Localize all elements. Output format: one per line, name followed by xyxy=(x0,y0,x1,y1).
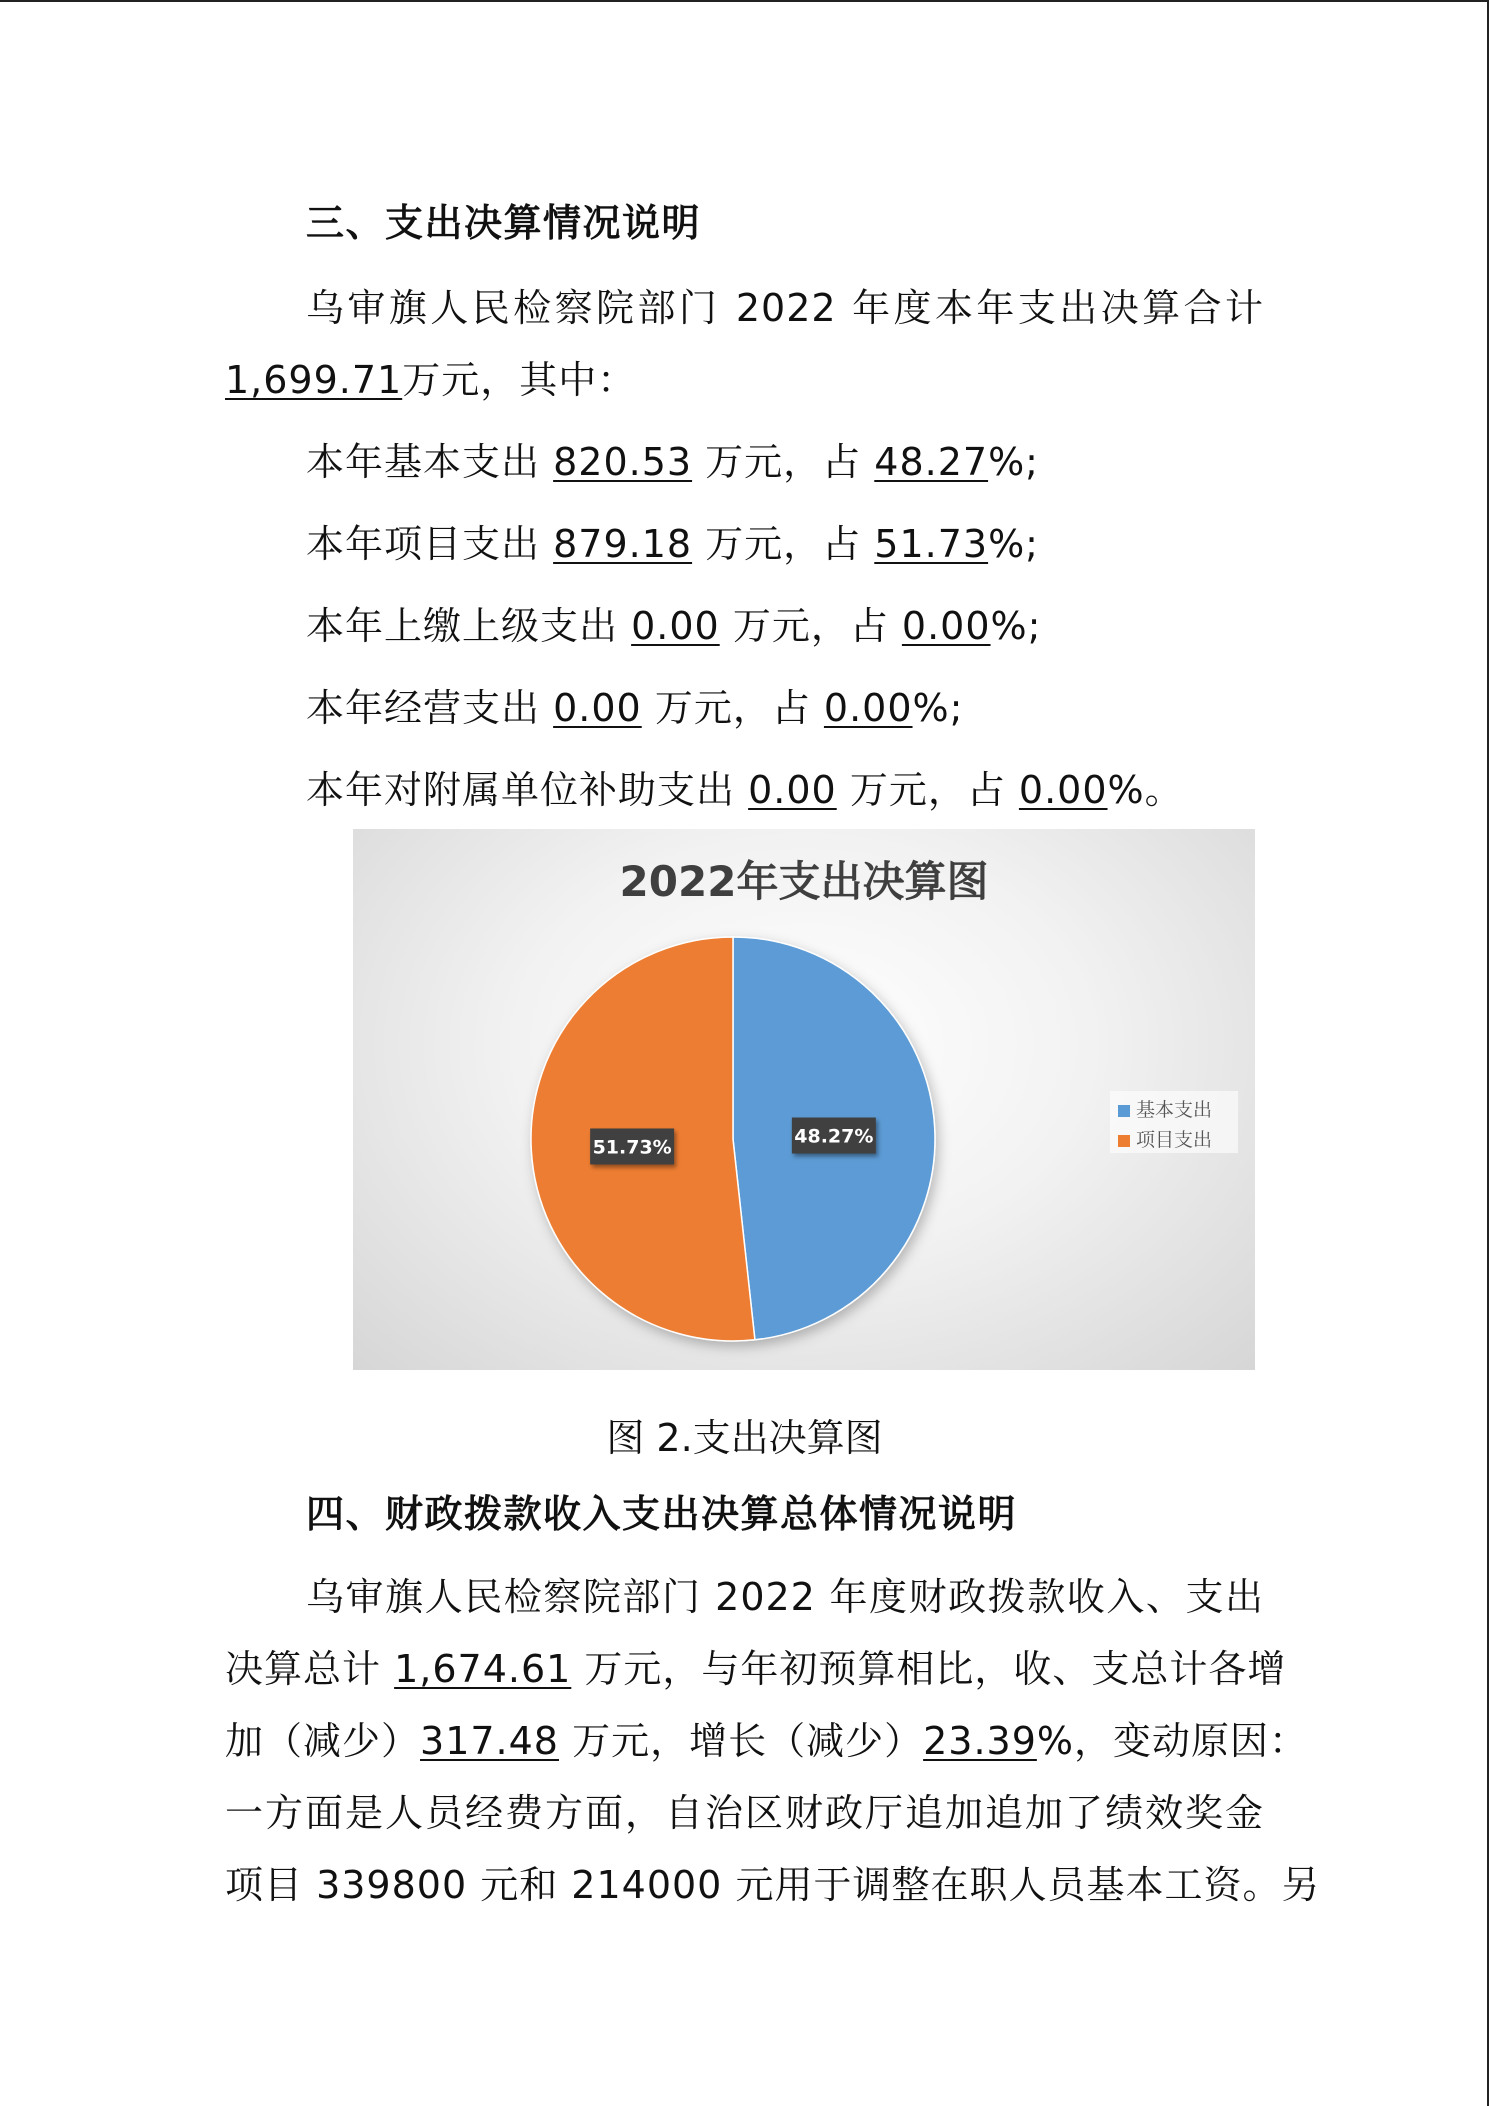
expense-item-basic xyxy=(306,437,1039,487)
item-pct: 0.00 xyxy=(901,604,991,648)
item-pct: 51.73 xyxy=(874,522,989,566)
item-label: 本年对附属单位补助支出 xyxy=(306,768,736,812)
item-label: 本年上缴上级支出 xyxy=(306,604,619,648)
item-end: %; xyxy=(988,440,1039,484)
item-end: %。 xyxy=(1107,768,1184,812)
section4-line2 xyxy=(225,1644,1287,1694)
pie-data-label xyxy=(792,1118,876,1154)
item-label: 本年经营支出 xyxy=(306,686,541,730)
expense-item-project xyxy=(306,519,1039,569)
item-amount: 879.18 xyxy=(553,522,693,566)
legend-item xyxy=(1118,1125,1212,1152)
legend-item xyxy=(1118,1095,1212,1122)
item-label: 本年基本支出 xyxy=(306,440,541,484)
legend-swatch xyxy=(1118,1135,1130,1147)
item-label: 本年项目支出 xyxy=(306,522,541,566)
item-amount: 0.00 xyxy=(553,686,642,730)
fiscal-total: 1,674.61 xyxy=(394,1647,572,1691)
pie-chart xyxy=(353,829,1255,1370)
data-label-text: 51.73% xyxy=(592,1136,672,1159)
section4-line4: 一方面是人员经费方面，自治区财政厅追加追加了绩效奖金 xyxy=(225,1791,1264,1835)
item-mid: 万元，占 xyxy=(705,522,862,566)
pie-data-label xyxy=(590,1128,674,1164)
legend-label: 项目支出 xyxy=(1136,1129,1213,1151)
item-end: %; xyxy=(912,686,964,730)
item-mid: 万元，占 xyxy=(654,686,811,730)
text-segment: 万元，与年初预算相比，收、支总计各增 xyxy=(584,1647,1287,1691)
intro-suffix: 万元，其中： xyxy=(402,358,637,402)
section4-line5: 项目 339800 元和 214000 元用于调整在职人员基本工资。另 xyxy=(225,1863,1321,1907)
expense-item-operating xyxy=(306,683,963,733)
total-expenditure: 1,699.71 xyxy=(225,358,403,402)
item-amount: 0.00 xyxy=(748,768,837,812)
chart-legend xyxy=(1110,1091,1238,1153)
legend-swatch xyxy=(1118,1105,1130,1117)
item-mid: 万元，占 xyxy=(732,604,889,648)
change-pct: 23.39 xyxy=(923,1719,1037,1763)
chart-title: 2022年支出决算图 xyxy=(619,857,989,906)
expense-item-subsidy xyxy=(306,765,1184,815)
section4-line1: 乌审旗人民检察院部门 2022 年度财政拨款收入、支出 xyxy=(306,1575,1264,1619)
change-amount: 317.48 xyxy=(420,1719,559,1763)
expense-item-superior xyxy=(306,601,1041,651)
section4-heading: 四、财政拨款收入支出决算总体情况说明 xyxy=(306,1492,1018,1536)
item-pct: 48.27 xyxy=(874,440,989,484)
text-segment: %，变动原因： xyxy=(1036,1719,1308,1763)
item-pct: 0.00 xyxy=(823,686,913,730)
section3-intro-line2 xyxy=(225,355,636,405)
item-pct: 0.00 xyxy=(1018,768,1108,812)
item-end: %; xyxy=(990,604,1042,648)
section3-heading: 三、支出决算情况说明 xyxy=(306,201,702,245)
section4-line3 xyxy=(225,1716,1308,1766)
section3-intro-line1: 乌审旗人民检察院部门 2022 年度本年支出决算合计 xyxy=(306,286,1264,330)
item-mid: 万元，占 xyxy=(705,440,862,484)
legend-label: 基本支出 xyxy=(1136,1099,1213,1121)
item-amount: 820.53 xyxy=(553,440,693,484)
page-border xyxy=(0,0,1489,2)
figure-caption: 图 2.支出决算图 xyxy=(606,1416,883,1460)
data-label-text: 48.27% xyxy=(794,1125,874,1148)
text-segment: 加（减少） xyxy=(225,1719,421,1763)
item-amount: 0.00 xyxy=(631,604,720,648)
item-mid: 万元，占 xyxy=(849,768,1006,812)
text-segment: 万元，增长（减少） xyxy=(572,1719,924,1763)
text-segment: 决算总计 xyxy=(225,1647,382,1691)
item-end: %; xyxy=(988,522,1039,566)
